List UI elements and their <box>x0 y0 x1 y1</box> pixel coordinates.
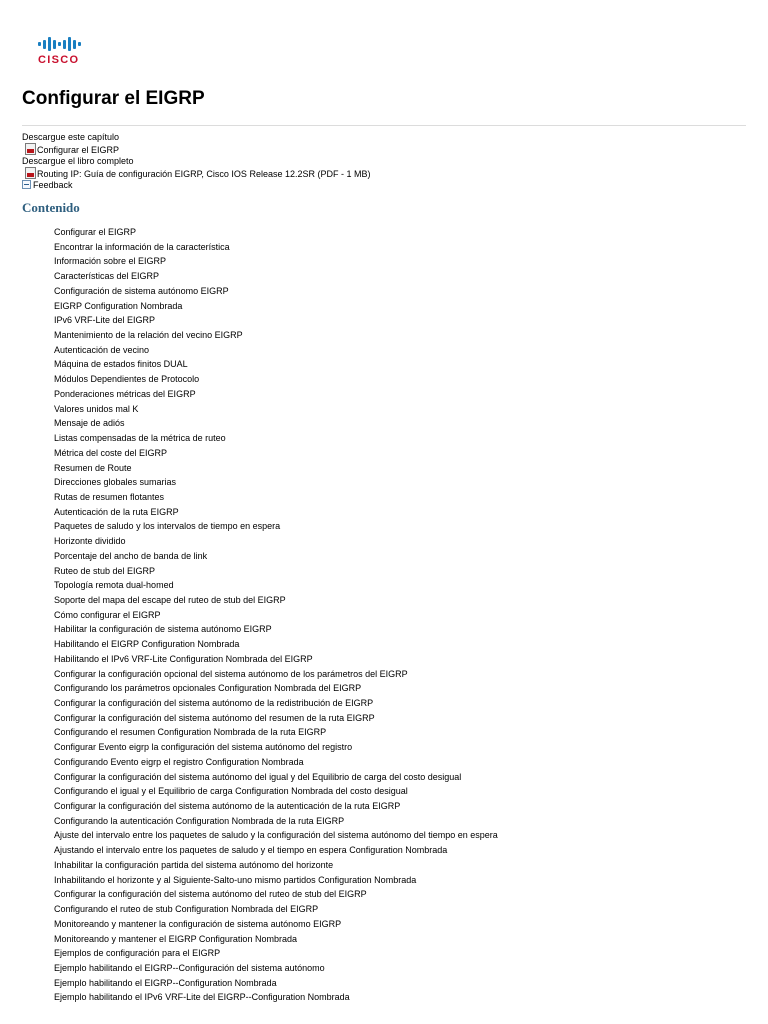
toc-item[interactable]: Configurando el resumen Configuration Nombrada de la ruta EIGRP <box>54 727 327 738</box>
toc-item[interactable]: Ejemplo habilitando el EIGRP--Configuration Nombrada <box>54 977 277 988</box>
toc-item[interactable]: Ponderaciones métricas del EIGRP <box>54 388 196 399</box>
toc-item[interactable]: Habilitar la configuración de sistema autónomo EIGRP <box>54 624 272 635</box>
toc-item[interactable]: Cómo configurar el EIGRP <box>54 609 161 620</box>
book-download-link[interactable] <box>22 167 370 179</box>
cisco-logo-bars-icon <box>38 36 94 52</box>
toc-list <box>54 225 498 1005</box>
toc-item[interactable]: Configurar el EIGRP <box>54 227 137 237</box>
toc-item[interactable]: Configurar Evento eigrp la configuración del sistema autónomo del registro <box>54 742 353 753</box>
toc-item[interactable]: Ejemplo habilitando el IPv6 VRF-Lite del EIGRP--Configuration Nombrada <box>54 992 350 1003</box>
pdf-icon <box>25 143 36 155</box>
chapter-download-link[interactable] <box>22 143 370 155</box>
toc-item[interactable]: Mensaje de adiós <box>54 418 125 429</box>
toc-item[interactable]: Configurando Evento eigrp el registro Configuration Nombrada <box>54 756 304 767</box>
toc-item[interactable]: Direcciones globales sumarias <box>54 477 177 488</box>
toc-item[interactable]: Encontrar la información de la característica <box>54 241 230 252</box>
book-download-link-text[interactable]: Routing IP: Guía de configuración EIGRP, Cisco IOS Release 12.2SR (PDF - 1 MB) <box>37 169 371 179</box>
toc-item[interactable]: Monitoreando y mantener el EIGRP Configuration Nombrada <box>54 933 297 944</box>
toc-item[interactable]: Porcentaje del ancho de banda de link <box>54 550 208 561</box>
toc-item[interactable]: Resumen de Route <box>54 462 132 473</box>
feedback-link[interactable] <box>22 179 370 191</box>
toc-item[interactable]: Soporte del mapa del escape del ruteo de stub del EIGRP <box>54 594 286 605</box>
cisco-logo <box>38 36 94 68</box>
feedback-link-text[interactable]: Feedback <box>33 180 73 190</box>
toc-item[interactable]: Listas compensadas de la métrica de ruteo <box>54 433 226 444</box>
toc-item[interactable]: Configuración de sistema autónomo EIGRP <box>54 285 229 296</box>
toc-item[interactable]: EIGRP Configuration Nombrada <box>54 300 183 311</box>
toc-item[interactable]: Configurar la configuración del sistema autónomo del resumen de la ruta EIGRP <box>54 712 375 723</box>
toc-item[interactable]: Inhabilitando el horizonte y al Siguiente-Salto-uno mismo partidos Configuration Nombrada <box>54 874 417 885</box>
toc-item[interactable]: Paquetes de saludo y los intervalos de tiempo en espera <box>54 521 281 532</box>
page-title: Configurar el EIGRP <box>22 88 205 109</box>
toc-item[interactable]: Configurando los parámetros opcionales Configuration Nombrada del EIGRP <box>54 683 362 694</box>
toc-item[interactable]: Características del EIGRP <box>54 271 160 282</box>
chapter-download-link-text[interactable]: Configurar el EIGRP <box>37 145 120 155</box>
toc-item[interactable]: Ajustando el intervalo entre los paquetes de saludo y el tiempo en espera Configuration Nombrada <box>54 845 448 856</box>
toc-item[interactable]: Configurar la configuración del sistema autónomo del ruteo de stub del EIGRP <box>54 889 367 900</box>
toc-item[interactable]: Ruteo de stub del EIGRP <box>54 565 156 576</box>
toc-item[interactable]: Autenticación de la ruta EIGRP <box>54 506 179 517</box>
toc-item[interactable]: Métrica del coste del EIGRP <box>54 447 168 458</box>
toc-item[interactable]: Configurar la configuración del sistema autónomo de la redistribución de EIGRP <box>54 698 374 708</box>
toc-item[interactable]: Configurar la configuración opcional del sistema autónomo de los parámetros del EIGRP <box>54 668 408 679</box>
cisco-logo-word: CISCO <box>38 54 80 66</box>
toc-item[interactable]: Configurando la autenticación Configuration Nombrada de la ruta EIGRP <box>54 815 345 826</box>
toc-item[interactable]: Horizonte dividido <box>54 536 126 547</box>
title-divider <box>22 125 746 126</box>
toc-item[interactable]: Habilitando el EIGRP Configuration Nombrada <box>54 639 240 650</box>
feedback-icon <box>22 180 31 189</box>
toc-item[interactable]: Mantenimiento de la relación del vecino EIGRP <box>54 330 243 341</box>
toc-item[interactable]: Configurando el ruteo de stub Configuration Nombrada del EIGRP <box>54 904 319 915</box>
toc-item[interactable]: IPv6 VRF-Lite del EIGRP <box>54 315 156 326</box>
toc-item[interactable]: Topología remota dual-homed <box>54 580 174 591</box>
toc-item[interactable]: Información sobre el EIGRP <box>54 256 167 267</box>
chapter-download-label: Descargue este capítulo <box>22 132 120 142</box>
toc-item[interactable]: Inhabilitar la configuración partida del sistema autónomo del horizonte <box>54 859 334 870</box>
toc-heading: Contenido <box>22 200 80 215</box>
toc-item[interactable]: Máquina de estados finitos DUAL <box>54 359 188 370</box>
book-download-label: Descargue el libro completo <box>22 156 134 166</box>
toc-item[interactable]: Configurar la configuración del sistema autónomo de la autenticación de la ruta EIGRP <box>54 801 401 812</box>
pdf-icon <box>25 167 36 179</box>
toc-item[interactable]: Configurando el igual y el Equilibrio de carga Configuration Nombrada del costo desigual <box>54 786 408 797</box>
toc-item[interactable]: Ejemplos de configuración para el EIGRP <box>54 948 221 959</box>
toc-item[interactable]: Módulos Dependientes de Protocolo <box>54 374 200 385</box>
toc-item[interactable]: Monitoreando y mantener la configuración de sistema autónomo EIGRP <box>54 918 342 929</box>
toc-item[interactable]: Autenticación de vecino <box>54 344 150 355</box>
toc-item[interactable]: Valores unidos mal K <box>54 403 139 414</box>
download-section <box>22 131 370 191</box>
toc-item[interactable]: Ajuste del intervalo entre los paquetes de saludo y la configuración del sistema autónomo del tiempo en espera <box>54 830 498 841</box>
toc-item[interactable]: Habilitando el IPv6 VRF-Lite Configuration Nombrada del EIGRP <box>54 653 313 664</box>
toc-item[interactable]: Ejemplo habilitando el EIGRP--Configuración del sistema autónomo <box>54 962 325 973</box>
toc-item[interactable]: Configurar la configuración del sistema autónomo del igual y del Equilibrio de carga del costo desigual <box>54 771 462 782</box>
toc-item[interactable]: Rutas de resumen flotantes <box>54 491 165 502</box>
